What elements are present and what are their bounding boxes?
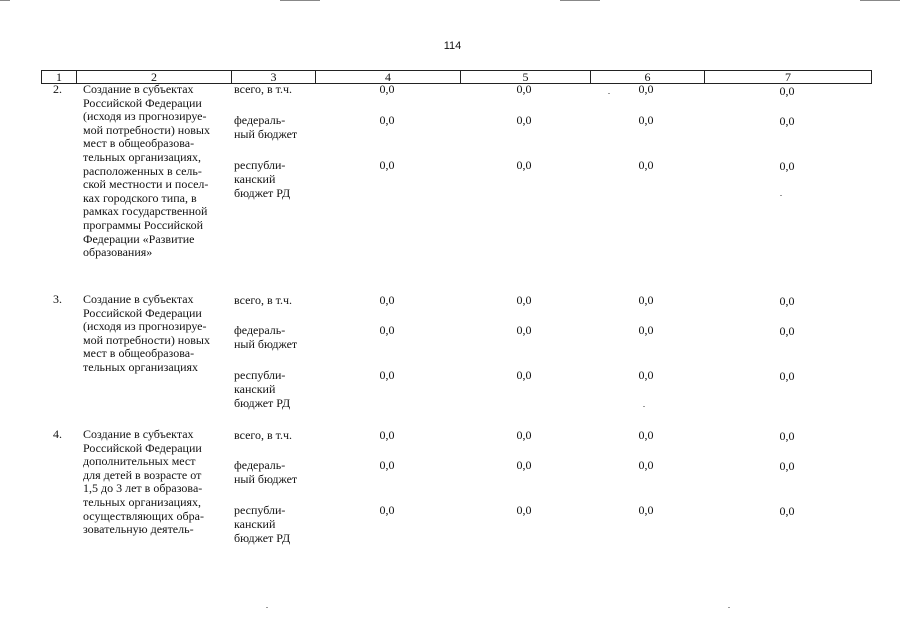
description-line: ской местности и посел- — [83, 177, 209, 192]
funding-source-label: ный бюджет — [234, 127, 298, 141]
scan-speck — [780, 195, 782, 196]
description-line: тельных организациях, — [83, 494, 202, 509]
column-header: 3 — [232, 71, 316, 83]
description-line: Создание в субъектах — [83, 292, 194, 306]
description-line: тельных организациях — [83, 359, 199, 374]
value-cell: 0,0 — [516, 428, 532, 442]
description-line: Российской Федерации — [83, 95, 202, 110]
value-cell: 0,0 — [638, 503, 654, 517]
funding-source-label: республи- — [234, 503, 286, 517]
scan-speck — [266, 607, 268, 608]
value-cell: 0,0 — [516, 113, 532, 127]
row-number: 3. — [53, 292, 62, 306]
value-cell: 0,0 — [516, 293, 532, 307]
value-cell: 0,0 — [638, 113, 654, 127]
value-cell: 0,0 — [516, 503, 532, 517]
funding-source-label: канский — [234, 172, 276, 186]
description-line: зовательную деятель- — [83, 522, 194, 537]
value-cell: 0,0 — [379, 458, 395, 472]
value-cell: 0,0 — [379, 503, 395, 517]
value-cell: 0,0 — [638, 158, 654, 172]
description-line: расположенных в сель- — [83, 163, 202, 178]
value-cell: 0,0 — [516, 323, 532, 337]
value-cell: 0,0 — [779, 159, 795, 173]
funding-source-label: ный бюджет — [234, 337, 298, 351]
funding-source-label: всего, в т.ч. — [234, 293, 293, 307]
funding-source-label: федераль- — [234, 458, 286, 472]
value-cell: 0,0 — [779, 324, 795, 338]
row-number: 2. — [53, 82, 62, 96]
value-cell: 0,0 — [516, 458, 532, 472]
value-cell: 0,0 — [638, 293, 654, 307]
funding-source-label: ный бюджет — [234, 472, 298, 486]
description-line: Российской Федерации — [83, 305, 202, 320]
funding-source-label: федераль- — [234, 323, 286, 337]
value-cell: 0,0 — [638, 458, 654, 472]
description-line: дополнительных мест — [83, 454, 196, 469]
value-cell: 0,0 — [379, 293, 395, 307]
funding-source-label: федераль- — [234, 113, 286, 127]
row-description — [83, 428, 231, 537]
description-line: тельных организациях, — [83, 149, 202, 164]
description-line: программы Российской — [83, 217, 204, 232]
funding-source-label: республи- — [234, 158, 286, 172]
funding-source-label: республи- — [234, 368, 286, 382]
value-cell: 0,0 — [516, 82, 532, 96]
description-line: (исходя из прогнозируе- — [83, 319, 207, 334]
scan-top-rule — [560, 0, 600, 1]
column-header: 5 — [461, 71, 591, 83]
description-line: ках городского типа, в — [83, 190, 197, 205]
description-line: Создание в субъектах — [83, 82, 194, 96]
scan-top-rule — [0, 0, 10, 1]
value-cell: 0,0 — [638, 82, 654, 96]
scan-top-rule — [280, 0, 320, 1]
value-cell: 0,0 — [379, 323, 395, 337]
funding-source-label: бюджет РД — [234, 186, 291, 200]
description-line: мест в общеобразова- — [83, 136, 195, 151]
description-line: образования» — [83, 245, 153, 260]
description-line: Федерации «Развитие — [83, 231, 195, 246]
description-line: осуществляющих обра- — [83, 508, 204, 523]
value-cell: 0,0 — [779, 294, 795, 308]
value-cell: 0,0 — [779, 459, 795, 473]
description-line: Создание в субъектах — [83, 427, 194, 441]
scan-speck — [608, 93, 610, 94]
value-cell: 0,0 — [516, 158, 532, 172]
funding-source-label: всего, в т.ч. — [234, 82, 293, 96]
value-cell: 0,0 — [779, 369, 795, 383]
funding-source-label: бюджет РД — [234, 531, 291, 545]
value-cell: 0,0 — [638, 368, 654, 382]
value-cell: 0,0 — [638, 428, 654, 442]
row-description — [83, 83, 231, 260]
description-line: рамках государственной — [83, 204, 208, 219]
scan-speck — [643, 406, 645, 407]
scan-speck — [728, 607, 730, 608]
description-line: (исходя из прогнозируе- — [83, 109, 207, 124]
value-cell: 0,0 — [779, 504, 795, 518]
value-cell: 0,0 — [779, 114, 795, 128]
value-cell: 0,0 — [379, 158, 395, 172]
scan-top-rule — [860, 0, 900, 1]
value-cell: 0,0 — [379, 113, 395, 127]
description-line: мой потребности) новых — [83, 332, 210, 347]
column-header: 2 — [77, 71, 232, 83]
description-line: Российской Федерации — [83, 440, 202, 455]
description-line: 1,5 до 3 лет в образова- — [83, 481, 203, 496]
value-cell: 0,0 — [638, 323, 654, 337]
funding-source-label: бюджет РД — [234, 396, 291, 410]
value-cell: 0,0 — [779, 429, 795, 443]
column-header: 6 — [591, 71, 705, 83]
column-header: 4 — [316, 71, 461, 83]
value-cell: 0,0 — [379, 428, 395, 442]
funding-source-label: всего, в т.ч. — [234, 428, 293, 442]
funding-source-label: канский — [234, 382, 276, 396]
column-header: 1 — [42, 71, 77, 83]
funding-source-label: канский — [234, 517, 276, 531]
row-number: 4. — [53, 427, 62, 441]
description-line: мой потребности) новых — [83, 122, 210, 137]
value-cell: 0,0 — [779, 84, 795, 98]
description-line: мест в общеобразова- — [83, 346, 195, 361]
row-description — [83, 293, 231, 375]
column-header: 7 — [785, 70, 791, 84]
value-cell: 0,0 — [379, 82, 395, 96]
value-cell: 0,0 — [516, 368, 532, 382]
page-number: 114 — [443, 40, 462, 52]
value-cell: 0,0 — [379, 368, 395, 382]
description-line: для детей в возрасте от — [83, 467, 202, 482]
